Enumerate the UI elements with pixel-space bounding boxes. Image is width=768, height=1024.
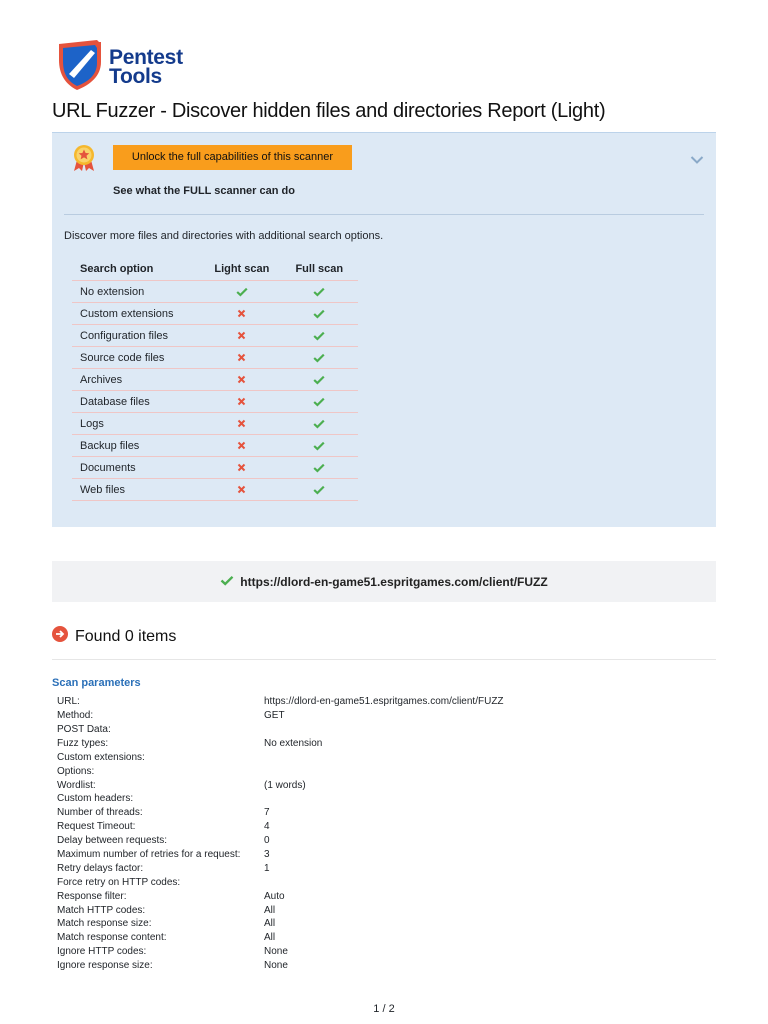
cross-icon: [203, 347, 280, 369]
parameter-key: Ignore HTTP codes:: [57, 946, 147, 958]
check-icon: [203, 281, 280, 303]
parameter-row: [57, 862, 564, 876]
parameter-key: Ignore response size:: [57, 960, 153, 972]
search-option-label: Logs: [72, 413, 203, 435]
cross-icon: [203, 369, 280, 391]
parameter-key: Request Timeout:: [57, 821, 136, 833]
parameter-key: Maximum number of retries for a request:: [57, 848, 241, 860]
search-option-label: Backup files: [72, 435, 203, 457]
parameter-row: [57, 931, 564, 945]
arrow-circle-icon: [52, 626, 68, 647]
header-light-scan: Light scan: [203, 258, 280, 281]
header-search-option: Search option: [72, 258, 203, 281]
parameter-row: [57, 695, 564, 709]
parameter-value: [264, 792, 564, 806]
parameter-key: Custom headers:: [57, 793, 134, 805]
cross-icon: [203, 413, 280, 435]
parameter-value: 1: [264, 862, 270, 874]
parameter-key: Fuzz types:: [57, 737, 109, 749]
parameter-row: [57, 709, 564, 723]
check-icon: [281, 325, 358, 347]
header-full-scan: Full scan: [281, 258, 358, 281]
comparison-row: [72, 281, 358, 303]
chevron-down-icon[interactable]: [690, 152, 704, 170]
found-heading: [52, 626, 176, 647]
upsell-divider: [64, 214, 704, 215]
parameter-value: [264, 876, 564, 890]
parameter-row: [57, 889, 564, 903]
upsell-description: Discover more files and directories with additional search options.: [64, 230, 384, 242]
parameter-row: [57, 903, 564, 917]
page-number: 1 / 2: [373, 1003, 395, 1015]
parameter-value: 7: [264, 807, 270, 819]
parameter-value: GET: [264, 710, 285, 722]
cross-icon: [203, 391, 280, 413]
search-option-label: Database files: [72, 391, 203, 413]
comparison-row: [72, 369, 358, 391]
check-icon: [281, 347, 358, 369]
parameter-row: [57, 737, 564, 751]
cross-icon: [203, 457, 280, 479]
parameter-value: All: [264, 904, 276, 916]
parameter-value: 4: [264, 821, 270, 833]
parameter-value: https://dlord-en-game51.espritgames.com/client/FUZZ: [264, 696, 504, 708]
comparison-row: [72, 325, 358, 347]
page-title: URL Fuzzer - Discover hidden files and directories Report (Light): [52, 100, 606, 122]
parameter-row: [57, 876, 564, 890]
parameter-key: Method:: [57, 710, 94, 722]
comparison-row: [72, 413, 358, 435]
parameter-row: [57, 778, 564, 792]
check-icon: [281, 413, 358, 435]
parameter-value: 0: [264, 835, 270, 847]
found-count: Found 0 items: [75, 627, 177, 645]
comparison-row: [72, 457, 358, 479]
parameter-value: [264, 764, 564, 778]
target-url: https://dlord-en-game51.espritgames.com/client/FUZZ: [240, 574, 548, 589]
parameter-row: [57, 834, 564, 848]
cross-icon: [203, 479, 280, 501]
parameter-key: Force retry on HTTP codes:: [57, 876, 181, 888]
scan-comparison-table: [72, 258, 358, 501]
search-option-label: Configuration files: [72, 325, 203, 347]
check-icon: [220, 573, 234, 591]
parameter-value: 3: [264, 848, 270, 860]
parameter-value: No extension: [264, 737, 323, 749]
parameter-row: [57, 723, 564, 737]
upsell-panel: [52, 132, 716, 527]
parameter-value: [264, 751, 564, 765]
parameter-key: Match response content:: [57, 932, 167, 944]
check-icon: [281, 281, 358, 303]
parameter-row: [57, 764, 564, 778]
parameter-value: (1 words): [264, 779, 306, 791]
parameter-row: [57, 945, 564, 959]
unlock-full-scanner-button[interactable]: Unlock the full capabilities of this scanner: [113, 145, 352, 170]
search-option-label: Web files: [72, 479, 203, 501]
check-icon: [281, 457, 358, 479]
parameter-key: Retry delays factor:: [57, 862, 144, 874]
upsell-subtitle: See what the FULL scanner can do: [113, 185, 295, 197]
parameter-key: Match HTTP codes:: [57, 904, 146, 916]
comparison-header-row: [72, 258, 358, 281]
check-icon: [281, 369, 358, 391]
cross-icon: [203, 303, 280, 325]
parameter-value: None: [264, 946, 288, 958]
parameter-row: [57, 959, 564, 973]
comparison-row: [72, 479, 358, 501]
parameter-key: Custom extensions:: [57, 751, 145, 763]
parameter-value: All: [264, 918, 276, 930]
check-icon: [281, 303, 358, 325]
parameter-key: Options:: [57, 765, 95, 777]
parameter-value: All: [264, 932, 276, 944]
check-icon: [281, 479, 358, 501]
parameter-key: Wordlist:: [57, 779, 96, 791]
parameter-row: [57, 751, 564, 765]
comparison-row: [72, 347, 358, 369]
parameter-key: Response filter:: [57, 890, 127, 902]
parameter-row: [57, 917, 564, 931]
parameter-key: Number of threads:: [57, 807, 143, 819]
logo-line-1: Pentest: [109, 46, 183, 69]
check-icon: [281, 391, 358, 413]
parameter-value: Auto: [264, 890, 285, 902]
search-option-label: Source code files: [72, 347, 203, 369]
search-option-label: Custom extensions: [72, 303, 203, 325]
search-option-label: Archives: [72, 369, 203, 391]
parameter-row: [57, 820, 564, 834]
search-option-label: No extension: [72, 281, 203, 303]
parameter-value: [264, 723, 564, 737]
search-option-label: Documents: [72, 457, 203, 479]
scan-parameters-table: [57, 695, 564, 973]
shield-icon: [57, 40, 103, 95]
parameter-key: URL:: [57, 696, 80, 708]
parameter-row: [57, 848, 564, 862]
award-badge-icon: [71, 144, 97, 177]
parameter-key: POST Data:: [57, 723, 111, 735]
comparison-row: [72, 435, 358, 457]
cross-icon: [203, 325, 280, 347]
check-icon: [281, 435, 358, 457]
cross-icon: [203, 435, 280, 457]
comparison-row: [72, 303, 358, 325]
comparison-row: [72, 391, 358, 413]
scan-parameters-title: Scan parameters: [52, 677, 141, 689]
parameter-key: Match response size:: [57, 918, 152, 930]
parameter-row: [57, 792, 564, 806]
parameter-value: None: [264, 960, 288, 972]
pentest-tools-logo: [57, 42, 183, 92]
parameter-row: [57, 806, 564, 820]
logo-line-2: Tools: [109, 65, 162, 88]
parameter-key: Delay between requests:: [57, 835, 168, 847]
section-divider: [52, 659, 716, 660]
target-url-bar: [52, 561, 716, 602]
